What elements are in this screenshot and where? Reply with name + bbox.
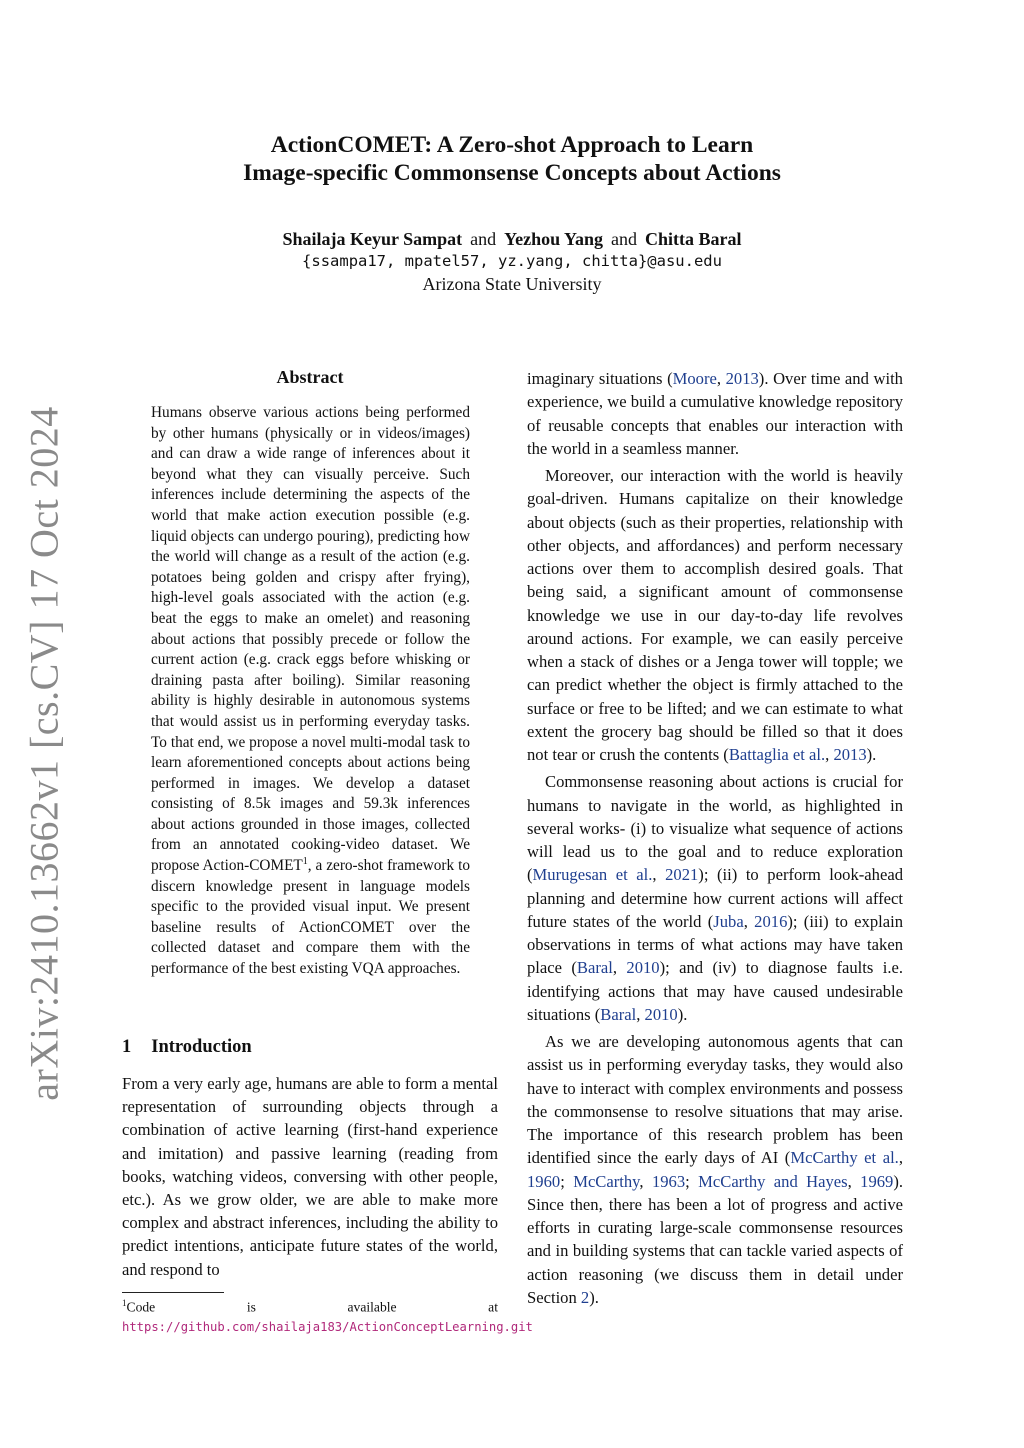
author-emails: {ssampa17, mpatel57, yz.yang, chitta}@asu.edu [302,252,722,270]
text-run: ; [560,1171,574,1191]
text-run: ). Over time and with experience, we build a cumulative knowledge repository of reusable concepts that enables our interaction with the world in a seamless manner. [527,369,903,458]
paragraph [527,770,903,1026]
text-run: , [825,745,834,764]
footnote-divider [122,1292,224,1293]
citation-link[interactable]: Moore [672,369,717,388]
text-run: ). [589,1287,599,1307]
citation-year-link[interactable]: 2013 [833,745,867,764]
text-run: , [743,911,755,931]
section-title: Introduction [151,1037,252,1057]
section-heading-introduction [122,1037,252,1058]
title-line-2: Image-specific Commonsense Concepts about Actions [243,160,781,186]
citation-link[interactable]: Baral [576,958,613,978]
title-line-1: ActionCOMET: A Zero-shot Approach to Learn [270,132,754,158]
paragraph [527,367,903,460]
citation-link[interactable]: McCarthy and Hayes [698,1171,848,1191]
arxiv-identifier-stamp [14,405,74,1101]
citation-link[interactable]: McCarthy [573,1171,640,1191]
abstract-body [151,403,470,980]
paper-title [0,131,1024,187]
text-run: , [716,369,726,388]
text-run: imaginary situations ( [527,369,673,388]
text-run: ); (iii) to explain observations in terms of what actions may have taken place ( [527,911,904,978]
text-run: ). [866,745,877,764]
intro-paragraph: From a very early age, humans are able to form a mental representation of surrounding objects through a combination of active learning (first-hand experience and imitation) and passive learning (reading from books, watching videos, conversing with other people, etc.). As we grow older, we are able to make more complex and abstract inferences, including the ability to predict intentions, anticipate future states of the world, and respond to [122,1074,498,1279]
citation-year-link[interactable]: 2010 [626,958,660,978]
text-run: , [847,1171,861,1191]
text-run: ). [677,1004,688,1024]
text-run: ); and (iv) to diagnose faults i.e. identifying actions that may have caused undesirable situations ( [527,958,903,1024]
text-run: Commonsense reasoning about actions is crucial for humans to navigate in the world, as highlighted in several works- (i) to visualize what sequence of actions will lead us to the goal and to reduce exploration ( [527,772,903,885]
text-run: As we are developing autonomous agents that can assist us in performing everyday tasks, they would also have to interact with complex environments and possess the commonsense to resolve situations that may arise. The importance of this research problem has been identified since the early days of AI ( [527,1032,903,1168]
abstract-text: Humans observe various actions being performed by other humans (physically or in videos/images) and can draw a wide range of inferences about it beyond what they can visually perceive. Such inferences include determining the aspects of the world that make action execution possible (e.g. liquid objects can undergo pouring), predicting how the world will change as a result of the action (e.g. potatoes being golden and crispy after frying), high-level goals associated with the action (e.g. beat the eggs to make an omelet) and reasoning about actions that possibly precede or follow the current action (e.g. crack eggs before whisking or draining pasta after boiling). Similar reasoning ability is highly desirable in autonomous systems that would assist us in performing everyday tasks. To that end, we propose a novel multi-modal task to learn aforementioned concepts about actions being performed in images. We develop a dataset consisting of 8.5k images and 59.3k inferences about actions grounded in those images, collected from an annotated cooking-video dataset. We propose Action-COMET [151,404,470,875]
abstract-heading: Abstract [276,367,344,387]
author-list [0,228,1024,250]
author-3: Chitta Baral [645,229,742,249]
citation-year-link[interactable]: 1969 [860,1171,894,1191]
author-2: Yezhou Yang [504,229,604,249]
author-conjunction: and [611,229,638,249]
text-run: Moreover, our interaction with the world is heavily goal-driven. Humans capitalize on their knowledge about objects (such as their properties, relationship with other objects, and affordances) and perform necessary actions over them to accomplish desired goals. That being said, a significant amount of commonsense knowledge we use in our day-to-day life revolves around actions. For example, we can easily perceive when a stack of dishes or a Jenga tower will topple; we can predict whether the object is firmly attached to the surface or free to be lifted; and we can estimate to what extent the grocery bag should be filled so that it does not tear or crush the contents ( [527,466,903,764]
citation-year-link[interactable]: 2021 [665,865,699,885]
text-run: , [898,1148,903,1168]
paragraph [527,1030,903,1309]
section-number: 1 [122,1037,132,1057]
text-run: , [636,1004,645,1024]
text-run: , [612,958,627,978]
citation-year-link[interactable]: 2010 [644,1004,678,1024]
citation-year-link[interactable]: 2016 [754,911,788,931]
arxiv-id-text: arXiv:2410.13662v1 [cs.CV] 17 Oct 2024 [21,405,67,1101]
paragraph [527,464,903,766]
citation-year-link[interactable]: 2013 [725,369,759,388]
right-column [527,367,903,1313]
footnote-text: Code is available at [126,1299,498,1315]
author-conjunction: and [470,229,497,249]
citation-link[interactable]: Battaglia et al. [728,745,826,764]
code-url-link[interactable]: https://github.com/shailaja183/ActionConceptLearning.git [122,1319,533,1334]
text-run: ; [685,1171,699,1191]
author-1: Shailaja Keyur Sampat [282,229,463,249]
citation-year-link[interactable]: 1960 [527,1171,561,1191]
footnote [122,1294,533,1337]
citation-year-link[interactable]: 1963 [651,1171,686,1191]
author-affiliation: Arizona State University [422,274,602,294]
footnote-number: 1 [122,1298,127,1308]
text-run: ). Since then, there has been a lot of progress and active efforts in curating large-scale commonsense resources and in building systems that can tackle varied aspects of action reasoning (we discuss them in detail under Section [527,1171,904,1307]
section-ref-link[interactable]: 2 [580,1287,590,1307]
abstract-text: , a zero-shot framework to discern knowledge present in language models specific to the provided visual input. We present baseline results of ActionCOMET over the collected dataset and compare them with the performance of the best existing VQA approaches. [151,857,470,978]
citation-link[interactable]: Juba [713,911,744,931]
citation-link[interactable]: Baral [600,1004,637,1024]
citation-link[interactable]: Murugesan et al. [532,865,653,885]
text-run: ); (ii) to perform look-ahead planning and determine how current actions will affect future states of the world ( [527,865,903,931]
citation-link[interactable]: McCarthy et al. [790,1148,899,1168]
text-run: , [639,1171,652,1191]
footnote-marker[interactable]: 1 [302,855,308,867]
text-run: , [652,865,666,885]
